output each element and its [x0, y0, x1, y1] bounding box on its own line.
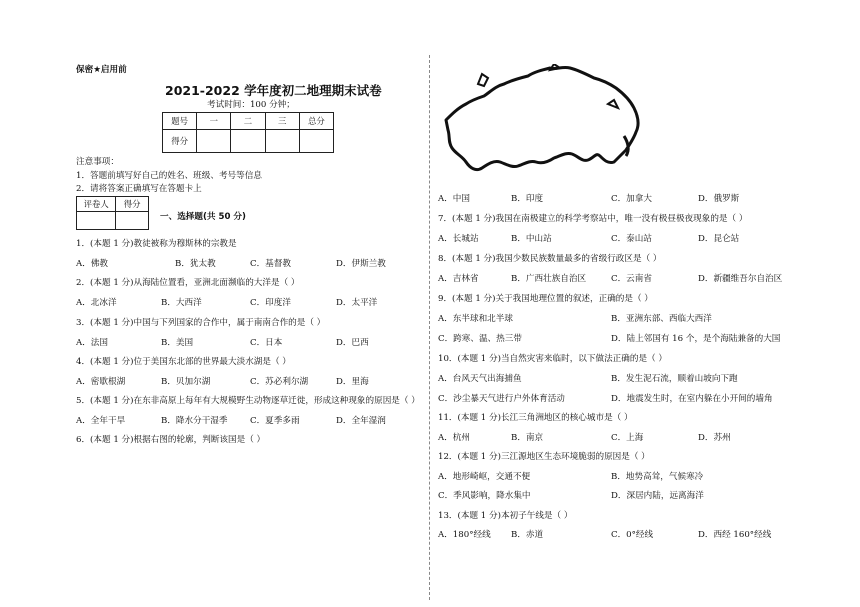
option-d[interactable]: D．昆仑站 — [698, 234, 740, 244]
question-stem: 2．(本题 1 分)从海陆位置看，亚洲北面濒临的大洋是（ ） — [76, 278, 300, 288]
grader-label: 评卷人 — [77, 197, 116, 212]
option-b[interactable]: B．赤道 — [511, 530, 544, 540]
score-table-cell: 一 — [197, 113, 231, 130]
grader-input-cell[interactable] — [77, 212, 116, 230]
notes-heading: 注意事项： — [76, 157, 119, 167]
option-c[interactable]: C．夏季多雨 — [250, 416, 300, 426]
option-b[interactable]: B．印度 — [511, 194, 544, 204]
option-b[interactable]: B．降水分干湿季 — [161, 416, 228, 426]
option-b[interactable]: B．美国 — [161, 338, 194, 348]
score-input-cell[interactable] — [231, 130, 265, 153]
option-b[interactable]: B．南京 — [511, 433, 544, 443]
question-stem: 3．(本题 1 分)中国与下列国家的合作中，属于南南合作的是（ ） — [76, 318, 326, 328]
question-stem: 13．(本题 1 分)本初子午线是（ ） — [438, 511, 573, 521]
option-a[interactable]: A．台风天气出海捕鱼 — [438, 374, 522, 384]
score-table-cell: 题号 — [163, 113, 197, 130]
option-d[interactable]: D．地震发生时，在室内躲在小开间的墙角 — [611, 394, 773, 404]
option-d[interactable]: D．西经 160°经线 — [698, 530, 772, 540]
option-d[interactable]: D．巴西 — [336, 338, 369, 348]
option-d[interactable]: D．伊斯兰教 — [336, 259, 386, 269]
option-c[interactable]: C．泰山站 — [611, 234, 652, 244]
option-c[interactable]: C．日本 — [250, 338, 283, 348]
option-a[interactable]: A．佛教 — [76, 259, 108, 269]
score-table — [162, 112, 334, 153]
option-b[interactable]: B．亚洲东部、西临大西洋 — [611, 314, 712, 324]
question-stem: 8．(本题 1 分)我国少数民族数量最多的省级行政区是（ ） — [438, 254, 662, 264]
score-table-cell: 二 — [231, 113, 265, 130]
score-input-cell[interactable] — [299, 130, 333, 153]
question-stem: 1．(本题 1 分)教徒被称为穆斯林的宗教是 — [76, 239, 237, 249]
score-input-cell[interactable] — [197, 130, 231, 153]
option-c[interactable]: C．跨寒、温、热三带 — [438, 334, 522, 344]
option-c[interactable]: C．上海 — [611, 433, 644, 443]
option-a[interactable]: A．北冰洋 — [76, 298, 117, 308]
question-stem: 7．(本题 1 分)我国在南极建立的科学考察站中，唯一没有极昼极夜现象的是（ ） — [438, 214, 748, 224]
option-a[interactable]: A．长城站 — [438, 234, 479, 244]
option-c[interactable]: C．苏必利尔湖 — [250, 377, 309, 387]
page-title: 2021-2022 学年度初二地理期末试卷 — [165, 83, 382, 98]
option-d[interactable]: D．全年湿润 — [336, 416, 386, 426]
question-stem: 6．(本题 1 分)根据右图的轮廓，判断该国是（ ） — [76, 435, 266, 445]
score-table-cell: 总分 — [299, 113, 333, 130]
option-a[interactable]: A．杭州 — [438, 433, 470, 443]
option-a[interactable]: A．密歇根湖 — [76, 377, 126, 387]
score-table-cell: 得分 — [163, 130, 197, 153]
section-title: 一、选择题(共 50 分) — [160, 212, 246, 222]
question-stem: 11．(本题 1 分)长江三角洲地区的核心城市是（ ） — [438, 413, 633, 423]
option-b[interactable]: B．大西洋 — [161, 298, 202, 308]
note-item: 2．请将答案正确填写在答题卡上 — [76, 184, 202, 194]
option-a[interactable]: A．180°经线 — [438, 530, 491, 540]
column-divider — [429, 55, 430, 600]
score-table-cell: 三 — [265, 113, 299, 130]
option-c[interactable]: C．印度洋 — [250, 298, 291, 308]
question-stem: 5．(本题 1 分)在东非高原上每年有大规模野生动物逐草迁徙，形成这种现象的原因是（ ） — [76, 396, 420, 406]
option-d[interactable]: D．深居内陆，远离海洋 — [611, 491, 704, 501]
option-b[interactable]: B．广西壮族自治区 — [511, 274, 587, 284]
option-d[interactable]: D．新疆维吾尔自治区 — [698, 274, 783, 284]
exam-time: 考试时间：100 分钟； — [207, 100, 295, 110]
option-d[interactable]: D．太平洋 — [336, 298, 378, 308]
option-b[interactable]: B．地势高耸，气候寒冷 — [611, 472, 704, 482]
option-a[interactable]: A．吉林省 — [438, 274, 479, 284]
option-c[interactable]: C．沙尘暴天气进行户外体育活动 — [438, 394, 565, 404]
option-d[interactable]: D．俄罗斯 — [698, 194, 740, 204]
question-stem: 4．(本题 1 分)位于美国东北部的世界最大淡水湖是（ ） — [76, 357, 291, 367]
grader-score-label: 得分 — [116, 197, 149, 212]
note-item: 1．答题前填写好自己的姓名、班级、考号等信息 — [76, 171, 262, 181]
question-stem: 12．(本题 1 分)三江源地区生态环境脆弱的原因是（ ） — [438, 452, 650, 462]
option-c[interactable]: C．基督教 — [250, 259, 291, 269]
option-c[interactable]: C．0°经线 — [611, 530, 654, 540]
option-b[interactable]: B．贝加尔湖 — [161, 377, 211, 387]
option-c[interactable]: C．云南省 — [611, 274, 652, 284]
grader-input-cell[interactable] — [116, 212, 149, 230]
option-c[interactable]: C．季风影响，降水集中 — [438, 491, 531, 501]
option-a[interactable]: A．地形崎岖，交通不便 — [438, 472, 531, 482]
option-a[interactable]: A．全年干旱 — [76, 416, 126, 426]
option-a[interactable]: A．东半球和北半球 — [438, 314, 513, 324]
score-input-cell[interactable] — [265, 130, 299, 153]
question-stem: 9．(本题 1 分)关于我国地理位置的叙述，正确的是（ ） — [438, 294, 653, 304]
option-d[interactable]: D．里海 — [336, 377, 369, 387]
country-outline-map-icon — [438, 64, 648, 184]
option-b[interactable]: B．中山站 — [511, 234, 552, 244]
option-b[interactable]: B．犹太教 — [175, 259, 216, 269]
secret-label: 保密★启用前 — [76, 65, 127, 75]
option-b[interactable]: B．发生泥石流，顺着山坡向下跑 — [611, 374, 738, 384]
option-d[interactable]: D．苏州 — [698, 433, 731, 443]
question-stem: 10．(本题 1 分)当自然灾害来临时，以下做法正确的是（ ） — [438, 354, 667, 364]
option-a[interactable]: A．法国 — [76, 338, 108, 348]
option-a[interactable]: A．中国 — [438, 194, 470, 204]
option-d[interactable]: D．陆上邻国有 16 个，是个海陆兼备的大国 — [611, 334, 781, 344]
option-c[interactable]: C．加拿大 — [611, 194, 652, 204]
grader-table — [76, 196, 149, 230]
